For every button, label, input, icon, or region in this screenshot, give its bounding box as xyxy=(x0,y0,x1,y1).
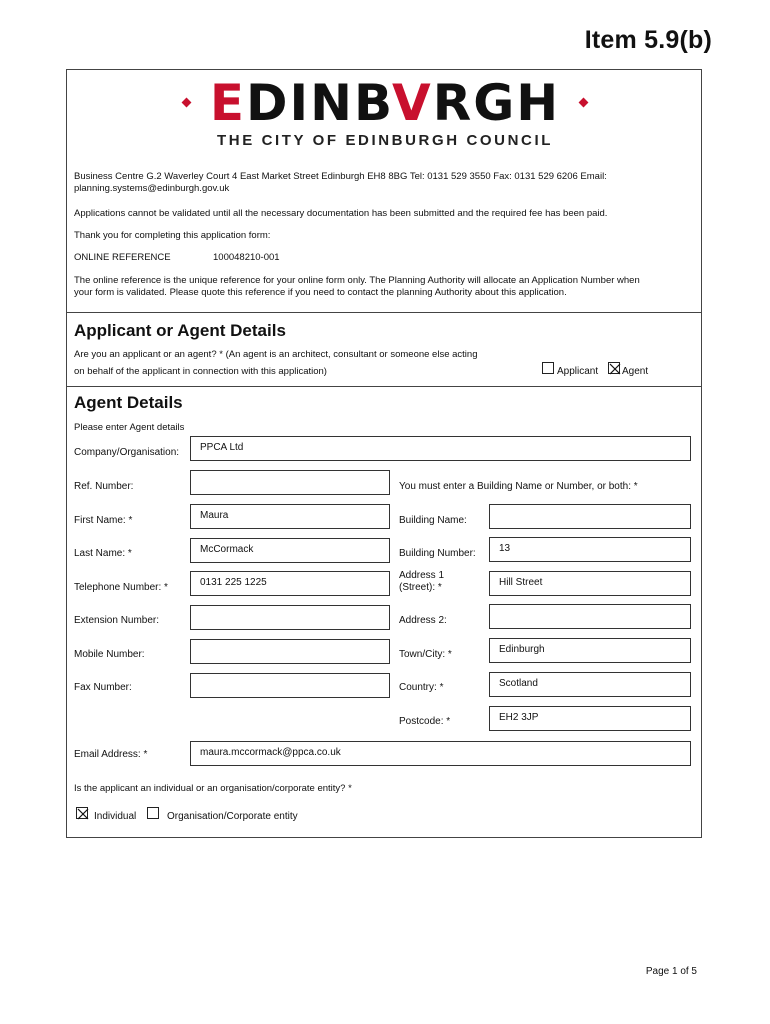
applicant-question-line1: Are you an applicant or an agent? * (An agent is an architect, consultant or someone else acting xyxy=(74,349,478,360)
organisation-label: Organisation/Corporate entity xyxy=(167,811,298,822)
applicant-section-heading: Applicant or Agent Details xyxy=(74,321,286,340)
checkbox-cross-icon xyxy=(77,808,89,820)
first-name-field[interactable]: Maura xyxy=(190,504,390,529)
council-logo xyxy=(175,74,595,149)
agent-checkbox[interactable] xyxy=(608,362,620,374)
thanks-text: Thank you for completing this application form: xyxy=(74,230,271,241)
organisation-checkbox[interactable] xyxy=(147,807,159,819)
agent-section-heading: Agent Details xyxy=(74,393,183,412)
building-name-field[interactable] xyxy=(489,504,691,529)
individual-label: Individual xyxy=(94,811,137,822)
building-number-field[interactable]: 13 xyxy=(489,537,691,562)
online-reference-value: 100048210-001 xyxy=(213,252,280,263)
reference-note-line1: The online reference is the unique reference for your online form only. The Planning Authority will allocate an Application Number when xyxy=(74,275,640,286)
last-name-label: Last Name: * xyxy=(74,548,132,559)
last-name-field[interactable]: McCormack xyxy=(190,538,390,563)
telephone-field[interactable]: 0131 225 1225 xyxy=(190,571,390,596)
company-label: Company/Organisation: xyxy=(74,447,180,458)
agent-checkbox-label: Agent xyxy=(622,366,649,377)
fax-label: Fax Number: xyxy=(74,682,132,693)
telephone-label: Telephone Number: * xyxy=(74,582,168,593)
page-number: Page 1 of 5 xyxy=(645,966,697,977)
country-label: Country: * xyxy=(399,682,444,693)
extension-label: Extension Number: xyxy=(74,615,160,626)
address-line2: planning.systems@edinburgh.gov.uk xyxy=(74,183,230,194)
mobile-field[interactable] xyxy=(190,639,390,664)
ref-number-label: Ref. Number: xyxy=(74,481,134,492)
address1-field[interactable]: Hill Street xyxy=(489,571,691,596)
agent-instructions: Please enter Agent details xyxy=(74,422,185,433)
applicant-checkbox-label: Applicant xyxy=(557,366,599,377)
first-name-label: First Name: * xyxy=(74,515,133,526)
section-divider-agent xyxy=(66,386,702,387)
individual-checkbox[interactable] xyxy=(76,807,88,819)
section-divider-applicant xyxy=(66,312,702,313)
address2-label: Address 2: xyxy=(399,615,447,626)
ref-number-field[interactable] xyxy=(190,470,390,495)
extension-field[interactable] xyxy=(190,605,390,630)
email-field[interactable]: maura.mccormack@ppca.co.uk xyxy=(190,741,691,766)
town-label: Town/City: * xyxy=(399,649,452,660)
applicant-checkbox[interactable] xyxy=(542,362,554,374)
logo-subtitle: THE CITY OF EDINBURGH COUNCIL xyxy=(217,132,553,149)
country-field[interactable]: Scotland xyxy=(489,672,691,697)
entity-question: Is the applicant an individual or an organisation/corporate entity? * xyxy=(74,783,352,794)
applicant-question-line2: on behalf of the applicant in connection with this application) xyxy=(74,366,327,377)
postcode-field[interactable]: EH2 3JP xyxy=(489,706,691,731)
company-field[interactable]: PPCA Ltd xyxy=(190,436,691,461)
postcode-label: Postcode: * xyxy=(399,716,451,727)
building-number-label: Building Number: xyxy=(399,548,476,559)
validation-note: Applications cannot be validated until all the necessary documentation has been submitted and the required fee has been paid. xyxy=(74,208,608,219)
checkbox-cross-icon xyxy=(609,363,621,375)
building-name-label: Building Name: xyxy=(399,515,467,526)
email-label: Email Address: * xyxy=(74,749,148,760)
fax-field[interactable] xyxy=(190,673,390,698)
address-line1: Business Centre G.2 Waverley Court 4 East Market Street Edinburgh EH8 8BG Tel: 0131 529 3550 Fax: 0131 529 6206 Email: xyxy=(74,171,607,182)
reference-note-line2: your form is validated. Please quote this reference if you need to contact the planning Authority about this application. xyxy=(74,287,567,298)
online-reference-label: ONLINE REFERENCE xyxy=(74,252,171,263)
mobile-label: Mobile Number: xyxy=(74,649,145,660)
item-number: Item 5.9(b) xyxy=(584,26,712,54)
address2-field[interactable] xyxy=(489,604,691,629)
logo-wordmark: EDINBVRGH xyxy=(209,74,561,132)
address1-label-line2: (Street): * xyxy=(399,582,442,593)
town-field[interactable]: Edinburgh xyxy=(489,638,691,663)
building-note: You must enter a Building Name or Number, or both: * xyxy=(399,481,638,492)
address1-label-line1: Address 1 xyxy=(399,570,445,581)
